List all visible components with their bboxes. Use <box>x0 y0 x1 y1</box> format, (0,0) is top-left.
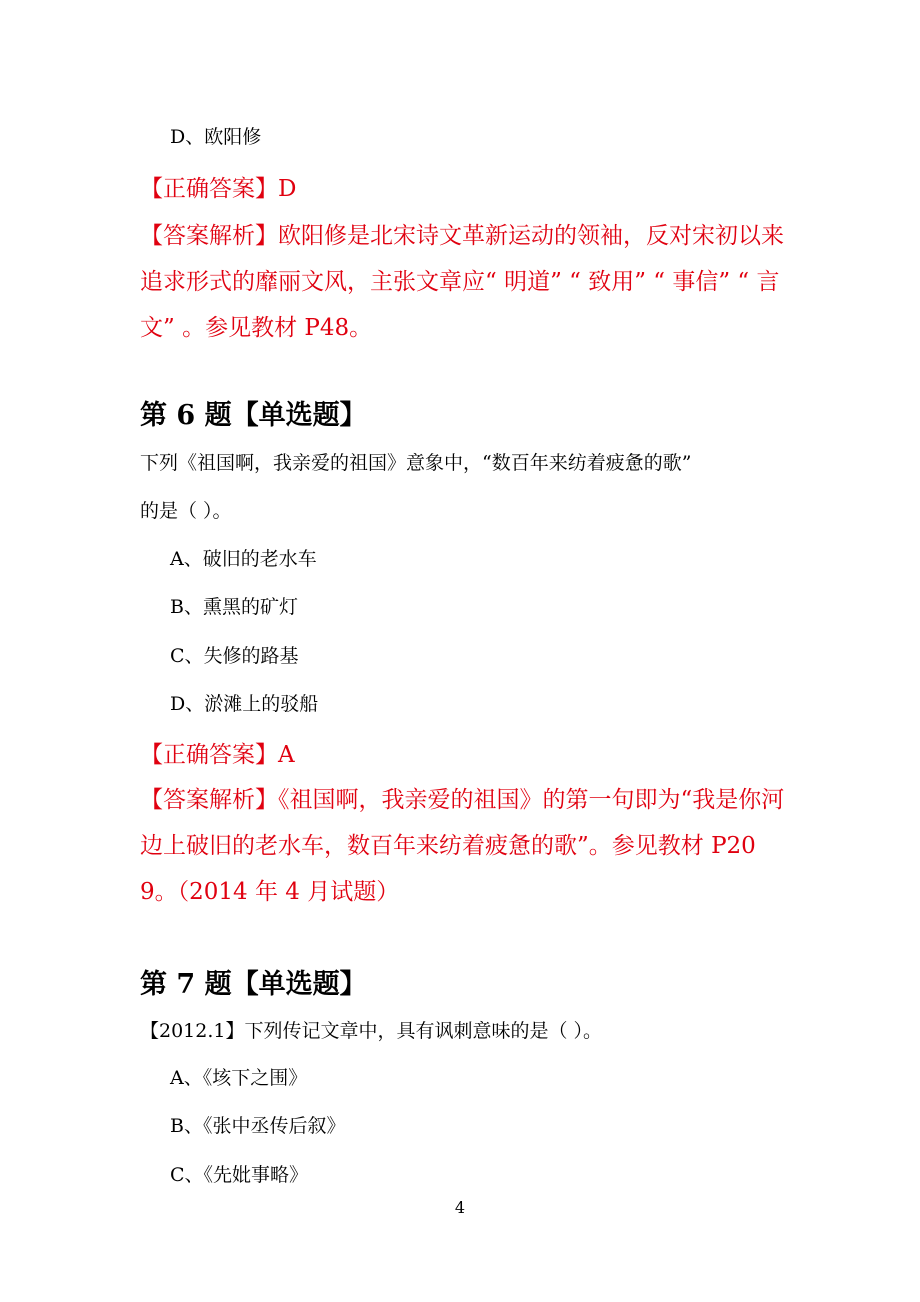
question-6-analysis-text: 《祖国啊，我亲爱的祖国》的第一句即为“我是你河边上破旧的老水车，数百年来纺着疲惫的歌”。参见教材 P209。（2014 年 4 月试题） <box>140 787 785 905</box>
question-6-analysis-paragraph <box>140 777 790 915</box>
question-6-option-c: C、失修的路基 <box>170 645 299 667</box>
question-7-option-a: A、《垓下之围》 <box>170 1067 308 1089</box>
question-6-option-a: A、破旧的老水车 <box>170 548 317 570</box>
question-6-analysis-label: 【答案解析】 <box>140 787 278 813</box>
question-7-option-c: C、《先妣事略》 <box>170 1164 309 1186</box>
analysis-label: 【答案解析】 <box>140 223 278 249</box>
question-7-stem: 【2012.1】下列传记文章中，具有讽刺意味的是（ ）。 <box>140 1020 603 1042</box>
question-6-stem-line-2: 的是（ ）。 <box>140 500 232 522</box>
page-number: 4 <box>454 1198 466 1217</box>
question-7-heading: 第 7 题【单选题】 <box>140 969 367 1000</box>
answer-label: 【正确答案】 <box>140 176 278 202</box>
question-6-answer-label: 【正确答案】 <box>140 742 278 768</box>
answer-line <box>140 170 296 203</box>
question-6-option-b: B、熏黑的矿灯 <box>170 596 298 618</box>
question-6-heading: 第 6 题【单选题】 <box>140 400 367 431</box>
question-6-answer-line <box>140 736 295 769</box>
analysis-text: 欧阳修是北宋诗文革新运动的领袖，反对宋初以来追求形式的靡丽文风，主张文章应“ 明道” “ 致用” “ 事信” “ 言文” 。参见教材 P48。 <box>140 223 784 341</box>
question-6-stem-line-1: 下列《祖国啊，我亲爱的祖国》意象中，“数百年来纺着疲惫的歌” <box>140 452 692 474</box>
question-6-option-d: D、淤滩上的驳船 <box>170 693 319 715</box>
analysis-paragraph <box>140 213 790 351</box>
question-7-option-b: B、《张中丞传后叙》 <box>170 1115 346 1137</box>
answer-value: D <box>278 176 297 202</box>
option-d: D、欧阳修 <box>170 126 262 148</box>
question-6-answer-value: A <box>278 742 295 768</box>
